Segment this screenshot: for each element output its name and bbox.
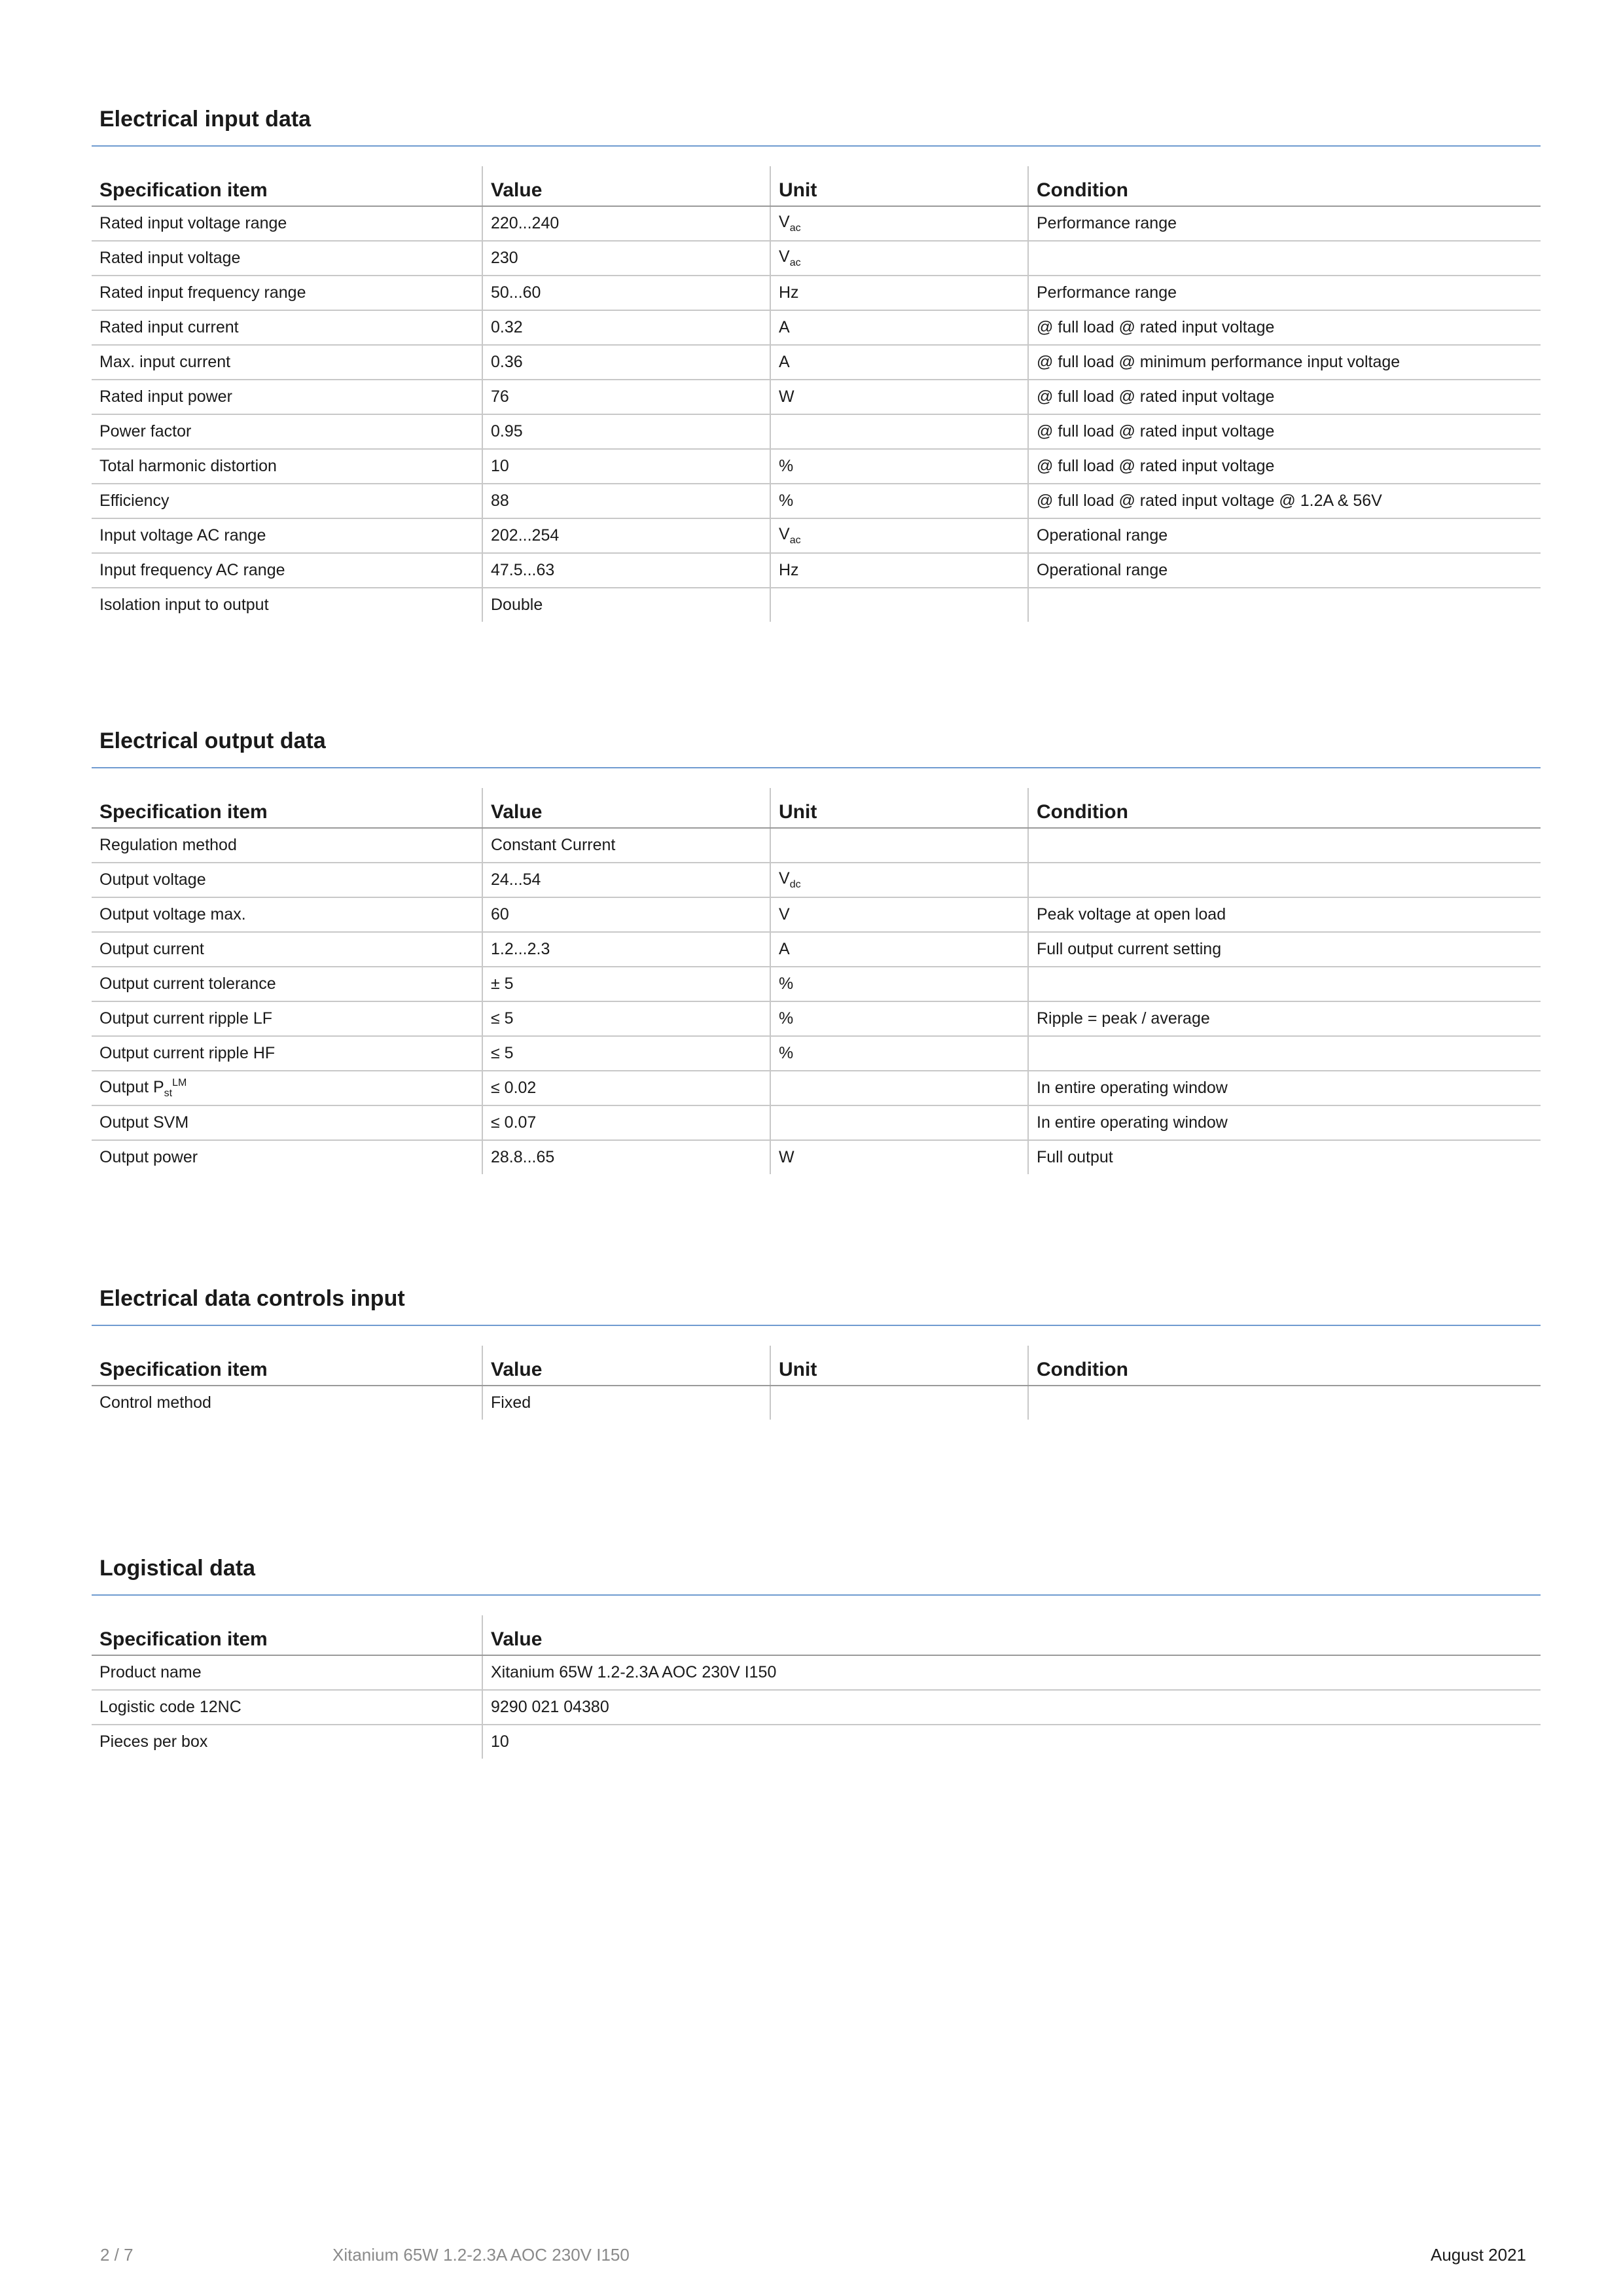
spec-item-cell bbox=[92, 588, 482, 622]
unit-cell bbox=[770, 863, 1028, 897]
unit-cell bbox=[770, 206, 1028, 241]
condition-cell: In entire operating window bbox=[1028, 1071, 1541, 1105]
table-row bbox=[92, 1690, 1541, 1725]
column-header-unit: Unit bbox=[770, 166, 1028, 206]
table-row bbox=[92, 310, 1541, 345]
unit-subscript: ac bbox=[789, 535, 801, 546]
value-cell: 1.2...2.3 bbox=[482, 932, 770, 967]
column-header-condition: Condition bbox=[1028, 788, 1541, 828]
spec-item-text: Output current bbox=[99, 940, 204, 958]
section-title: Electrical data controls input bbox=[99, 1286, 405, 1311]
spec-item-text: Output P bbox=[99, 1077, 164, 1096]
spec-item-text: Efficiency bbox=[99, 492, 169, 510]
condition-cell: Operational range bbox=[1028, 518, 1541, 553]
unit-subscript: ac bbox=[789, 223, 801, 234]
condition-cell: @ full load @ rated input voltage bbox=[1028, 310, 1541, 345]
spec-item-cell bbox=[92, 206, 482, 241]
unit-text: V bbox=[779, 869, 790, 888]
unit-cell bbox=[770, 1071, 1028, 1105]
spec-item-cell bbox=[92, 414, 482, 449]
column-header-value: Value bbox=[482, 1346, 770, 1386]
table-row bbox=[92, 553, 1541, 588]
table-row bbox=[92, 828, 1541, 863]
spec-item-cell bbox=[92, 897, 482, 932]
spec-item-cell bbox=[92, 553, 482, 588]
column-header-condition: Condition bbox=[1028, 166, 1541, 206]
section-title: Electrical input data bbox=[99, 107, 312, 132]
spec-item-cell bbox=[92, 863, 482, 897]
unit-text: A bbox=[779, 940, 790, 958]
value-cell: 24...54 bbox=[482, 863, 770, 897]
section-electrical-input bbox=[92, 105, 1541, 614]
value-cell: 0.36 bbox=[482, 345, 770, 380]
spec-item-text: Output SVM bbox=[99, 1113, 189, 1132]
spec-item-cell bbox=[92, 1105, 482, 1140]
table-body bbox=[92, 828, 1541, 1174]
spec-item-text: Power factor bbox=[99, 422, 192, 440]
section-controls-input bbox=[92, 1284, 1541, 1412]
unit-cell bbox=[770, 345, 1028, 380]
unit-cell bbox=[770, 518, 1028, 553]
condition-cell bbox=[1028, 1386, 1541, 1420]
table-row bbox=[92, 276, 1541, 310]
value-cell: 88 bbox=[482, 484, 770, 518]
unit-text: % bbox=[779, 1009, 794, 1028]
table-row bbox=[92, 1001, 1541, 1036]
spec-item-text: Control method bbox=[99, 1393, 211, 1412]
value-cell: ≤ 5 bbox=[482, 1036, 770, 1071]
value-cell: ≤ 0.02 bbox=[482, 1071, 770, 1105]
spec-item-cell bbox=[92, 449, 482, 484]
value-cell: 10 bbox=[482, 1725, 1541, 1759]
unit-text: V bbox=[779, 905, 790, 924]
value-cell: ± 5 bbox=[482, 967, 770, 1001]
table-header-row bbox=[92, 166, 1541, 206]
footer-product-name: Xitanium 65W 1.2-2.3A AOC 230V I150 bbox=[332, 2245, 630, 2265]
table-header-row bbox=[92, 788, 1541, 828]
column-header-spec: Specification item bbox=[92, 1346, 482, 1386]
condition-cell: Peak voltage at open load bbox=[1028, 897, 1541, 932]
value-cell: 50...60 bbox=[482, 276, 770, 310]
spec-item-text: Output power bbox=[99, 1148, 198, 1166]
spec-item-cell bbox=[92, 1655, 482, 1690]
spec-item-text: Output current ripple HF bbox=[99, 1044, 276, 1062]
section-electrical-output bbox=[92, 726, 1541, 1166]
spec-item-cell bbox=[92, 1140, 482, 1174]
unit-cell bbox=[770, 241, 1028, 276]
unit-cell bbox=[770, 414, 1028, 449]
unit-cell bbox=[770, 276, 1028, 310]
table-row bbox=[92, 414, 1541, 449]
unit-cell bbox=[770, 1105, 1028, 1140]
table-row bbox=[92, 449, 1541, 484]
unit-cell bbox=[770, 1386, 1028, 1420]
spec-item-text: Regulation method bbox=[99, 836, 237, 854]
table-row bbox=[92, 1105, 1541, 1140]
value-cell: ≤ 5 bbox=[482, 1001, 770, 1036]
footer-date: August 2021 bbox=[1430, 2245, 1526, 2265]
spec-item-cell bbox=[92, 310, 482, 345]
spec-item-cell bbox=[92, 1725, 482, 1759]
value-cell: 0.32 bbox=[482, 310, 770, 345]
unit-cell bbox=[770, 553, 1028, 588]
condition-cell: @ full load @ rated input voltage @ 1.2A & 56V bbox=[1028, 484, 1541, 518]
table-row bbox=[92, 1725, 1541, 1759]
value-cell: 220...240 bbox=[482, 206, 770, 241]
spec-item-text: Rated input frequency range bbox=[99, 283, 306, 302]
unit-text: A bbox=[779, 353, 790, 371]
value-cell: 60 bbox=[482, 897, 770, 932]
spec-item-cell bbox=[92, 380, 482, 414]
column-header-spec: Specification item bbox=[92, 788, 482, 828]
section-divider bbox=[92, 145, 1541, 147]
value-cell: 10 bbox=[482, 449, 770, 484]
value-cell: ≤ 0.07 bbox=[482, 1105, 770, 1140]
spec-item-text: Isolation input to output bbox=[99, 596, 269, 614]
value-cell: 76 bbox=[482, 380, 770, 414]
unit-cell bbox=[770, 588, 1028, 622]
value-cell: 230 bbox=[482, 241, 770, 276]
unit-text: V bbox=[779, 247, 790, 266]
condition-cell: Operational range bbox=[1028, 553, 1541, 588]
logistical-table bbox=[92, 1615, 1541, 1759]
condition-cell: Performance range bbox=[1028, 276, 1541, 310]
condition-cell bbox=[1028, 241, 1541, 276]
value-cell: Fixed bbox=[482, 1386, 770, 1420]
controls-input-table bbox=[92, 1346, 1541, 1420]
section-title: Electrical output data bbox=[99, 728, 326, 753]
condition-cell: Performance range bbox=[1028, 206, 1541, 241]
column-header-value: Value bbox=[482, 166, 770, 206]
spec-item-cell bbox=[92, 932, 482, 967]
condition-cell: Full output current setting bbox=[1028, 932, 1541, 967]
spec-item-cell bbox=[92, 484, 482, 518]
value-cell: Double bbox=[482, 588, 770, 622]
table-row bbox=[92, 518, 1541, 553]
condition-cell bbox=[1028, 588, 1541, 622]
section-divider bbox=[92, 1594, 1541, 1596]
section-divider bbox=[92, 767, 1541, 768]
table-row bbox=[92, 380, 1541, 414]
condition-cell bbox=[1028, 863, 1541, 897]
unit-subscript: ac bbox=[789, 257, 801, 268]
unit-text: % bbox=[779, 1044, 794, 1062]
spec-item-cell bbox=[92, 1386, 482, 1420]
table-row bbox=[92, 1386, 1541, 1420]
table-row bbox=[92, 967, 1541, 1001]
spec-item-text: Input voltage AC range bbox=[99, 526, 266, 545]
column-header-value: Value bbox=[482, 788, 770, 828]
table-row bbox=[92, 1140, 1541, 1174]
unit-text: Hz bbox=[779, 283, 799, 302]
column-header-spec: Specification item bbox=[92, 166, 482, 206]
spec-item-text: Rated input voltage bbox=[99, 249, 241, 267]
value-cell: Constant Current bbox=[482, 828, 770, 863]
spec-item-text: Max. input current bbox=[99, 353, 231, 371]
unit-cell bbox=[770, 932, 1028, 967]
spec-item-text: Rated input current bbox=[99, 318, 239, 336]
value-cell: 28.8...65 bbox=[482, 1140, 770, 1174]
column-header-unit: Unit bbox=[770, 1346, 1028, 1386]
spec-item-cell bbox=[92, 345, 482, 380]
condition-cell: Full output bbox=[1028, 1140, 1541, 1174]
section-title: Logistical data bbox=[99, 1556, 256, 1581]
unit-subscript: dc bbox=[789, 879, 801, 890]
condition-cell: Ripple = peak / average bbox=[1028, 1001, 1541, 1036]
unit-cell bbox=[770, 967, 1028, 1001]
spec-item-cell bbox=[92, 276, 482, 310]
unit-text: % bbox=[779, 975, 794, 993]
column-header-spec: Specification item bbox=[92, 1615, 482, 1655]
spec-item-cell bbox=[92, 1001, 482, 1036]
table-body bbox=[92, 206, 1541, 622]
column-header-value: Value bbox=[482, 1615, 1541, 1655]
spec-item-cell bbox=[92, 967, 482, 1001]
spec-item-text: Output current tolerance bbox=[99, 975, 276, 993]
unit-cell bbox=[770, 310, 1028, 345]
condition-cell: @ full load @ rated input voltage bbox=[1028, 380, 1541, 414]
unit-text: A bbox=[779, 318, 790, 336]
spec-item-cell bbox=[92, 1071, 482, 1105]
spec-item-text: Pieces per box bbox=[99, 1732, 208, 1751]
unit-cell bbox=[770, 897, 1028, 932]
unit-cell bbox=[770, 380, 1028, 414]
unit-cell bbox=[770, 828, 1028, 863]
table-row bbox=[92, 345, 1541, 380]
spec-item-text: Output voltage bbox=[99, 870, 206, 889]
spec-item-text: Total harmonic distortion bbox=[99, 457, 277, 475]
spec-item-text: Rated input voltage range bbox=[99, 214, 287, 232]
condition-cell: In entire operating window bbox=[1028, 1105, 1541, 1140]
unit-text: % bbox=[779, 457, 794, 475]
spec-item-text: Output voltage max. bbox=[99, 905, 246, 924]
value-cell: 0.95 bbox=[482, 414, 770, 449]
table-row bbox=[92, 932, 1541, 967]
table-row bbox=[92, 863, 1541, 897]
table-row bbox=[92, 241, 1541, 276]
table-header-row bbox=[92, 1615, 1541, 1655]
condition-cell bbox=[1028, 1036, 1541, 1071]
unit-text: W bbox=[779, 1148, 794, 1166]
spec-item-cell bbox=[92, 241, 482, 276]
table-row bbox=[92, 1655, 1541, 1690]
table-row bbox=[92, 897, 1541, 932]
electrical-input-table bbox=[92, 166, 1541, 622]
column-header-condition: Condition bbox=[1028, 1346, 1541, 1386]
value-cell: 9290 021 04380 bbox=[482, 1690, 1541, 1725]
value-cell: Xitanium 65W 1.2-2.3A AOC 230V I150 bbox=[482, 1655, 1541, 1690]
spec-item-text: Input frequency AC range bbox=[99, 561, 285, 579]
table-header-row bbox=[92, 1346, 1541, 1386]
value-cell: 47.5...63 bbox=[482, 553, 770, 588]
spec-item-subscript: st bbox=[164, 1087, 173, 1099]
spec-item-text: Output current ripple LF bbox=[99, 1009, 273, 1028]
condition-cell: @ full load @ rated input voltage bbox=[1028, 414, 1541, 449]
unit-cell bbox=[770, 1001, 1028, 1036]
unit-cell bbox=[770, 1036, 1028, 1071]
condition-cell: @ full load @ rated input voltage bbox=[1028, 449, 1541, 484]
table-body bbox=[92, 1386, 1541, 1420]
condition-cell bbox=[1028, 967, 1541, 1001]
condition-cell bbox=[1028, 828, 1541, 863]
table-row bbox=[92, 588, 1541, 622]
table-row bbox=[92, 1071, 1541, 1105]
table-row bbox=[92, 484, 1541, 518]
spec-item-superscript: LM bbox=[172, 1077, 187, 1088]
spec-item-text: Logistic code 12NC bbox=[99, 1698, 241, 1716]
spec-item-cell bbox=[92, 518, 482, 553]
spec-item-cell bbox=[92, 1690, 482, 1725]
section-logistical bbox=[92, 1554, 1541, 1751]
page-number: 2 / 7 bbox=[100, 2245, 134, 2265]
unit-text: Hz bbox=[779, 561, 799, 579]
unit-cell bbox=[770, 449, 1028, 484]
section-divider bbox=[92, 1325, 1541, 1326]
column-header-unit: Unit bbox=[770, 788, 1028, 828]
table-row bbox=[92, 206, 1541, 241]
unit-cell bbox=[770, 1140, 1028, 1174]
unit-text: W bbox=[779, 387, 794, 406]
spec-item-text: Product name bbox=[99, 1663, 202, 1681]
condition-cell: @ full load @ minimum performance input voltage bbox=[1028, 345, 1541, 380]
spec-item-cell bbox=[92, 828, 482, 863]
table-row bbox=[92, 1036, 1541, 1071]
spec-item-text: Rated input power bbox=[99, 387, 232, 406]
electrical-output-table bbox=[92, 788, 1541, 1174]
table-body bbox=[92, 1655, 1541, 1759]
value-cell: 202...254 bbox=[482, 518, 770, 553]
unit-cell bbox=[770, 484, 1028, 518]
unit-text: % bbox=[779, 492, 794, 510]
unit-text: V bbox=[779, 213, 790, 231]
unit-text: V bbox=[779, 525, 790, 543]
spec-item-cell bbox=[92, 1036, 482, 1071]
